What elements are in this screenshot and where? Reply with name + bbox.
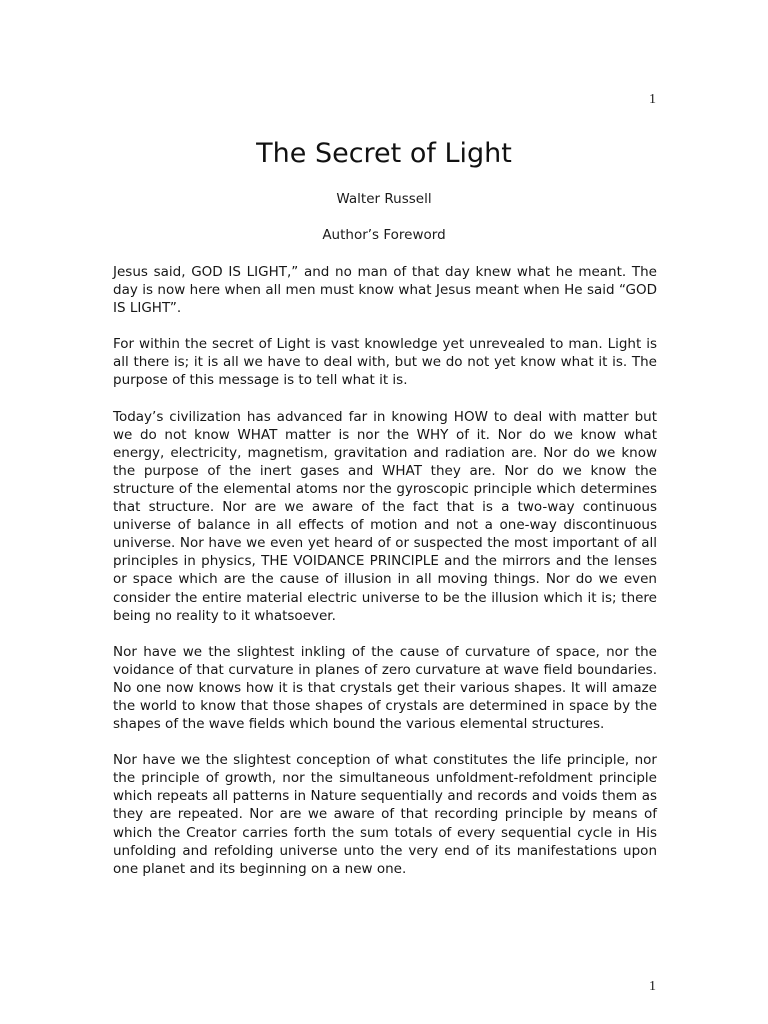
paragraph-3: Today’s civilization has advanced far in knowing HOW to deal with matter but we do not know WHAT matter is nor the WHY of it. Nor do we know what energy, electricity, magnetism, gravitation and radiation are. Nor do we know the purpose of the inert gases and WHAT they are. Nor do we know the structure of the elemental atoms nor the gyroscopic principle which determines that structure. Nor are we aware of the fact that is a two-way continuous universe of balance in all effects of motion and not a one-way discontinuous universe. Nor have we even yet heard of or suspected the most important of all principles in physics, THE VOIDANCE PRINCIPLE and the mirrors and the lenses or space which are the cause of illusion in all moving things. Nor do we even consider the entire material electric universe to be the illusion which it is; there being no reality to it whatsoever. bbox=[113, 408, 657, 624]
section-heading: Author’s Foreword bbox=[322, 227, 446, 243]
document-title: The Secret of Light bbox=[256, 138, 512, 169]
paragraph-2: For within the secret of Light is vast knowledge yet unrevealed to man. Light is all there is; it is all we have to deal with, but we do not yet know what it is. The purpose of this message is to tell what it is. bbox=[113, 336, 657, 389]
paragraph-4: Nor have we the slightest inkling of the cause of curvature of space, nor the voidance of that curvature in planes of zero curvature at wave field boundaries. No one now knows how it is that crystals get their various shapes. It will amaze the world to know that those shapes of crystals are determined in space by the shapes of the wave fields which bound the various elemental structures. bbox=[113, 643, 657, 733]
page-number-top: 1 bbox=[649, 92, 656, 107]
paragraph-5: Nor have we the slightest conception of what constitutes the life principle, nor the principle of growth, nor the simultaneous unfoldment-refoldment principle which repeats all patterns in Nature sequentially and records and voids them as they are repeated. Nor are we aware of that recording principle by means of which the Creator carries forth the sum totals of every sequential cycle in His unfolding and refolding universe unto the very end of its manifestations upon one planet and its beginning on a new one. bbox=[113, 752, 657, 877]
author-name: Walter Russell bbox=[336, 191, 432, 207]
paragraph-1: Jesus said, GOD IS LIGHT,” and no man of that day knew what he meant. The day is now here when all men must know what Jesus meant when He said “GOD IS LIGHT”. bbox=[113, 264, 657, 317]
page-number-bottom: 1 bbox=[649, 979, 656, 994]
body-text bbox=[113, 263, 657, 896]
